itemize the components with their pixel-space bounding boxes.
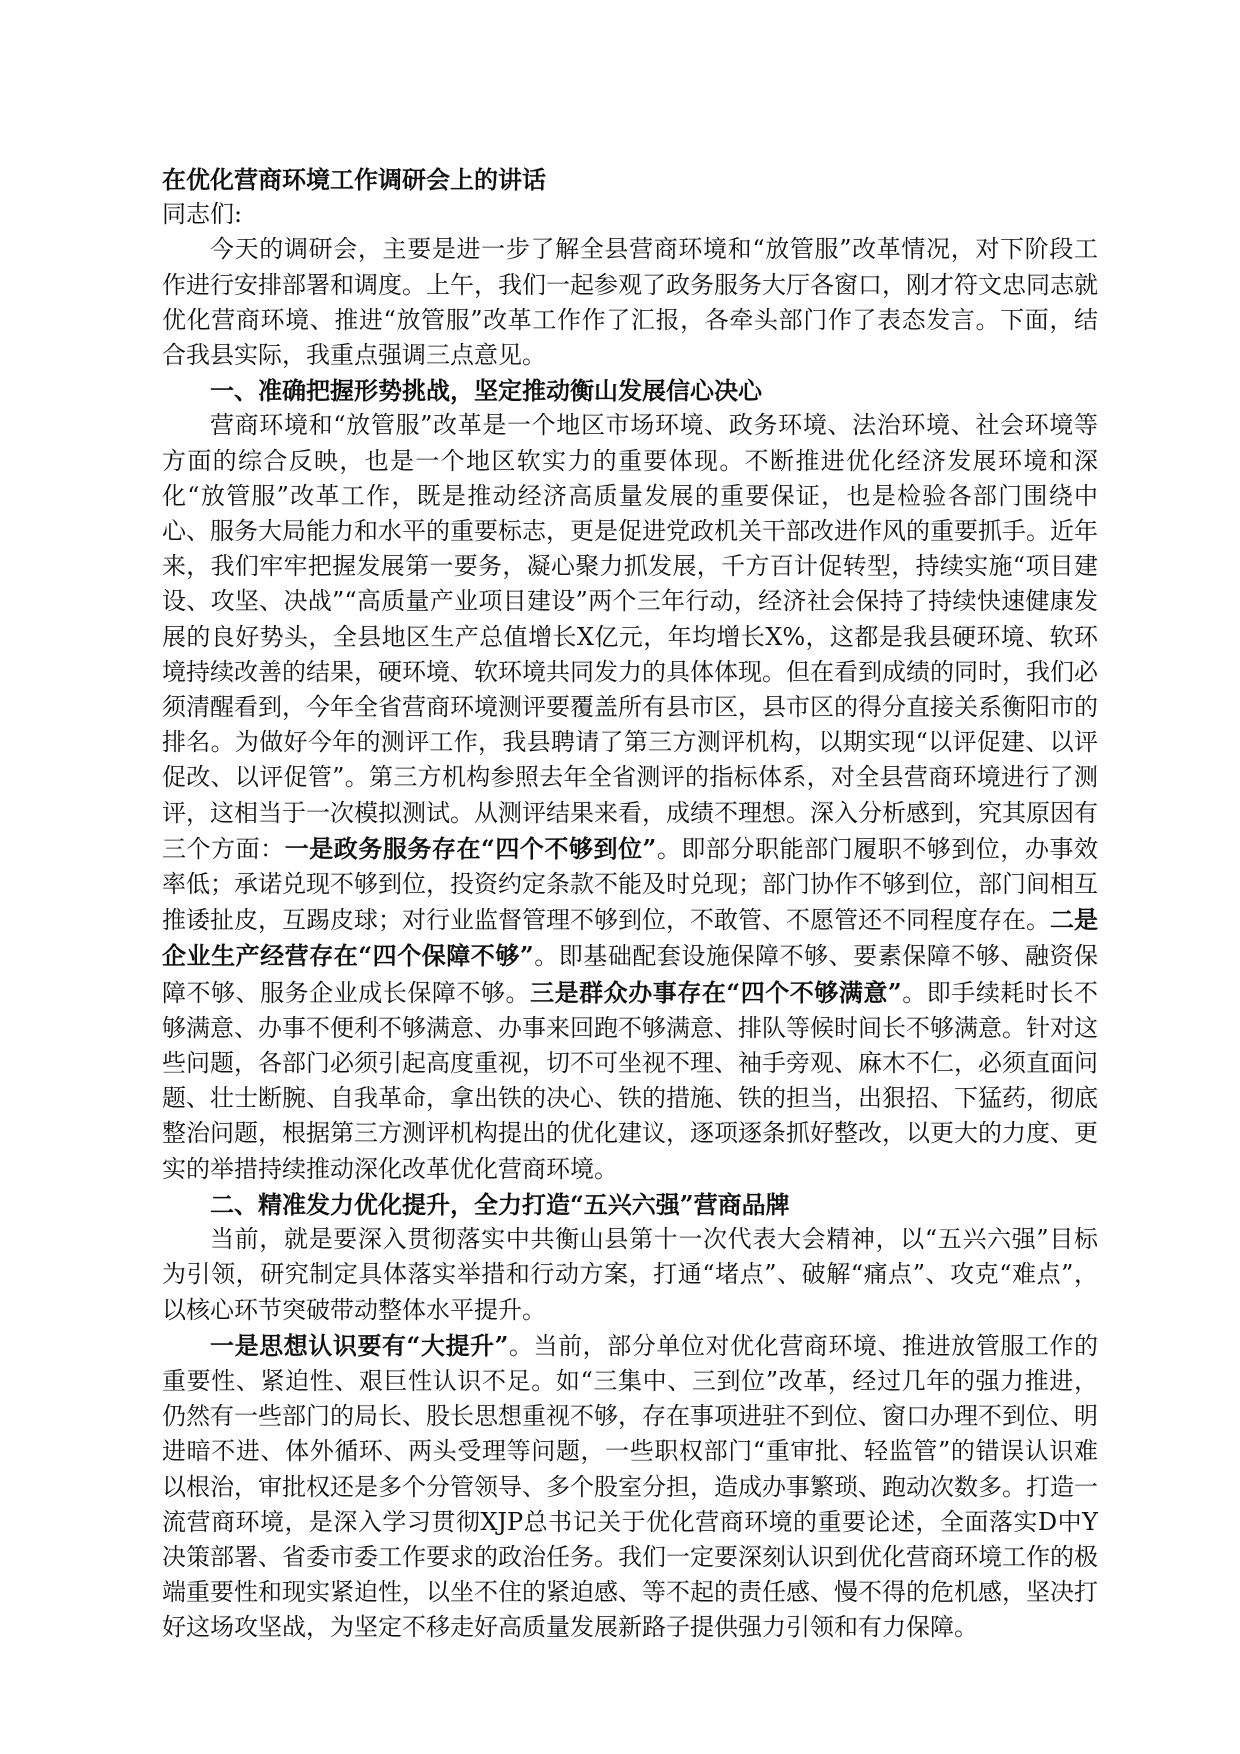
section-1-heading: 一、准确把握形势挑战，坚定推动衡山发展信心决心	[210, 376, 762, 406]
section-1-paragraph	[162, 408, 1098, 1186]
section-1-text-a: 营商环境和“放管服”改革是一个地区市场环境、政务环境、法治环境、社会环境等方面的综合反映，也是一个地区软实力的重要体现。不断推进优化经济发展环境和深化“放管服”改革工作，既是推动经济高质量发展的重要保证，也是检验各部门围绕中心、服务大局能力和水平的重要标志，更是促进党政机关干部改进作风的重要抓手。近年来，我们牢牢把握发展第一要务，凝心聚力抓发展，千方百计促转型，持续实施“项目建设、攻坚、决战”“高质量产业项目建设”两个三年行动，经济社会保持了持续快速健康发展的良好势头，全县地区生产总值增长X亿元，年均增长X%，这都是我县硬环境、软环境持续改善的结果，硬环境、软环境共同发力的具体体现。但在看到成绩的同时，我们必须清醒看到，今年全省营商环境测评要覆盖所有县市区，县市区的得分直接关系衡阳市的排名。为做好今年的测评工作，我县聘请了第三方测评机构，以期实现“以评促建、以评促改、以评促管”。第三方机构参照去年全省测评的指标体系，对全县营商环境进行了测评，这相当于一次模拟测试。从测评结果来看，成绩不理想。深入分析感到，究其原因有三个方面：	[162, 411, 1098, 863]
section-1-text-b: 。即部分职能部门履职不够到位，办事效率低；承诺兑现不够到位，投资约定条款不能及时兑现；部门协作不够到位，部门间相互推诿扯皮，互踢皮球；对行业监督管理不够到位，不敢管、不愿管还不同程度存在。	[162, 834, 1099, 935]
document-body	[162, 162, 1098, 1646]
salutation: 同志们:	[162, 200, 243, 229]
point-2-bold: 二是企业生产经营存在“四个保障不够”	[162, 905, 1098, 971]
section-2-text: 。当前，部分单位对优化营商环境、推进放管服工作的重要性、紧迫性、艰巨性认识不足。如“三集中、三到位”改革，经过几年的强力推进，仍然有一些部门的局长、股长思想重视不够，存在事项进驻不到位、窗口办理不到位、明进暗不进、体外循环、两头受理等问题，一些职权部门“重审批、轻监管”的错误认识难以根治，审批权还是多个分管领导、多个股室分担，造成办事繁琐、跑动次数多。打造一流营商环境，是深入学习贯彻XJP总书记关于优化营商环境的重要论述，全面落实D中Y决策部署、省委市委工作要求的政治任务。我们一定要深刻认识到优化营商环境工作的极端重要性和现实紧迫性，以坐不住的紧迫感、等不起的责任感、慢不得的危机感，坚决打好这场攻坚战，为坚定不移走好高质量发展新路子提供强力引领和有力保障。	[162, 1331, 1098, 1642]
point-1-bold: 一是政务服务存在“四个不够到位”	[284, 833, 657, 863]
section-2-heading: 二、精准发力优化提升，全力打造“五兴六强”营商品牌	[210, 1189, 790, 1219]
intro-paragraph: 今天的调研会，主要是进一步了解全县营商环境和“放管服”改革情况，对下阶段工作进行安排部署和调度。上午，我们一起参观了政务服务大厅各窗口，刚才符文忠同志就优化营商环境、推进“放管服”改革工作作了汇报，各牵头部门作了表态发言。下面，结合我县实际，我重点强调三点意见。	[162, 235, 1098, 370]
section-1-text-d: 。即手续耗时长不够满意、办事不便利不够满意、办事来回跑不够满意、排队等候时间长不够满意。针对这些问题，各部门必须引起高度重视，切不可坐视不理、袖手旁观、麻木不仁，必须直面问题、壮士断腕、自我革命，拿出铁的决心、铁的措施、铁的担当，出狠招、下猛药，彻底整治问题，根据第三方测评机构提出的优化建议，逐项逐条抓好整改，以更大的力度、更实的举措持续推动深化改革优化营商环境。	[162, 978, 1099, 1183]
document-title: 在优化营商环境工作调研会上的讲话	[162, 165, 546, 194]
section-2-paragraph-1: 当前，就是要深入贯彻落实中共衡山县第十一次代表大会精神，以“五兴六强”目标为引领，研究制定具体落实举措和行动方案，打通“堵点”、破解“痛点”、攻克“难点”，以核心环节突破带动整体水平提升。	[162, 1225, 1098, 1324]
point-3-bold: 三是群众办事存在“四个不够满意”	[530, 977, 902, 1007]
section-2-paragraph-2	[162, 1328, 1098, 1646]
subpoint-1-bold: 一是思想认识要有“大提升”	[210, 1330, 509, 1360]
section-1-text-c: 。即基础配套设施保障不够、要素保障不够、融资保障不够、服务企业成长保障不够。	[162, 942, 1099, 1007]
